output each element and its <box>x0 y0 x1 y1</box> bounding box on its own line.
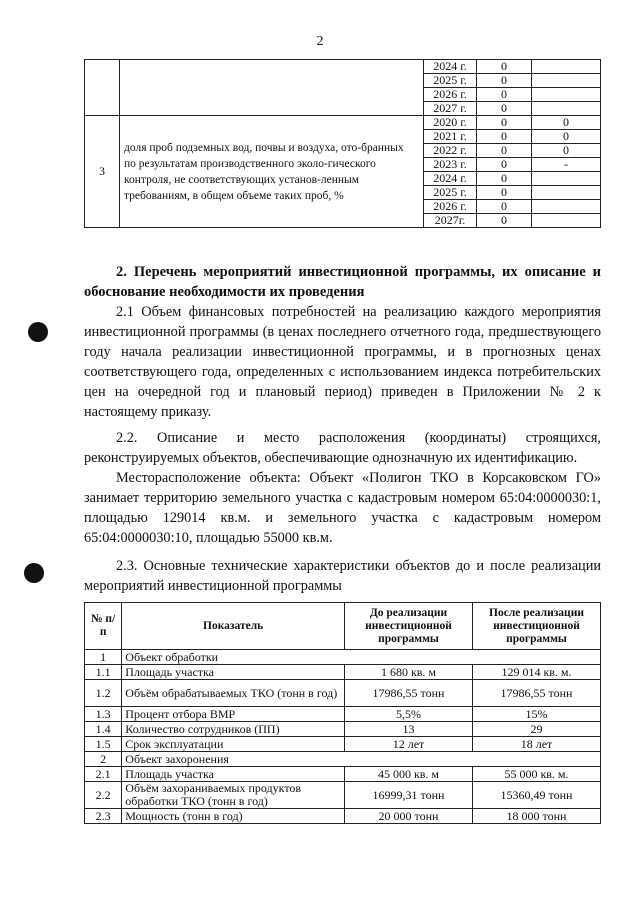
table-row <box>85 650 601 665</box>
row-num-cell: 1.2 <box>85 680 122 707</box>
row-name-cell: Объём обрабатываемых ТКО (тонн в год) <box>122 680 345 707</box>
year-cell: 2025 г. <box>424 186 477 200</box>
row-before-cell: 45 000 кв. м <box>345 767 473 782</box>
row-desc-cell <box>120 60 424 116</box>
row-before-cell: 16999,31 тонн <box>345 782 473 809</box>
header-indicator: Показатель <box>122 603 345 650</box>
extra-cell <box>532 88 601 102</box>
year-cell: 2027г. <box>424 214 477 228</box>
row-after-cell: 15360,49 тонн <box>472 782 600 809</box>
paragraph-2-3: 2.3. Основные технические характеристики объектов до и после реализации мероприятий инвестиционной программы <box>84 558 601 594</box>
value-cell: 0 <box>477 200 532 214</box>
row-num-cell: 1.5 <box>85 737 122 752</box>
row-name-cell: Мощность (тонн в год) <box>122 809 345 824</box>
value-cell: 0 <box>477 130 532 144</box>
row-name-cell: Площадь участка <box>122 767 345 782</box>
value-cell: 0 <box>477 144 532 158</box>
paragraph-location: Месторасположение объекта: Объект «Полигон ТКО в Корсаковском ГО» занимает территорию земельного участка с кадастровым номером 65:04:0000030:1, площадью 129014 кв.м. и земельного участка с кадастровым номером 65:04:0000030:10, площадью 55000 кв.м. <box>84 470 601 546</box>
extra-cell: - <box>532 158 601 172</box>
year-cell: 2024 г. <box>424 172 477 186</box>
table-row <box>85 809 601 824</box>
paragraph-2-1: 2.1 Объем финансовых потребностей на реализацию каждого мероприятия инвестиционной программы (в ценах последнего отчетного года, предшествующего году начала реализации инвестиционной программы, и в прогнозных ценах соответствующего года, определенных с использованием индекса потребительских цен на очередной год и плановый период) приведен в Приложении № 2 к настоящему приказу. <box>84 304 601 420</box>
row-num-cell: 1.4 <box>85 722 122 737</box>
table-row <box>85 782 601 809</box>
row-before-cell: 1 680 кв. м <box>345 665 473 680</box>
value-cell: 0 <box>477 116 532 130</box>
value-cell: 0 <box>477 186 532 200</box>
year-cell: 2025 г. <box>424 74 477 88</box>
section-2-heading: 2. Перечень мероприятий инвестиционной программы, их описание и обоснование необходимости их проведения <box>84 264 601 300</box>
row-name-cell: Площадь участка <box>122 665 345 680</box>
table-row <box>85 665 601 680</box>
table-row <box>85 752 601 767</box>
value-cell: 0 <box>477 214 532 228</box>
table-row <box>85 737 601 752</box>
row-after-cell: 18 лет <box>472 737 600 752</box>
table-row <box>85 60 601 74</box>
row-name-cell: Процент отбора ВМР <box>122 707 345 722</box>
year-cell: 2023 г. <box>424 158 477 172</box>
value-cell: 0 <box>477 102 532 116</box>
row-after-cell: 15% <box>472 707 600 722</box>
row-num-cell: 3 <box>85 116 120 228</box>
year-cell: 2026 г. <box>424 200 477 214</box>
extra-cell <box>532 74 601 88</box>
extra-cell <box>532 102 601 116</box>
row-num-cell: 2.3 <box>85 809 122 824</box>
extra-cell: 0 <box>532 130 601 144</box>
table-row <box>85 767 601 782</box>
extra-cell <box>532 214 601 228</box>
value-cell: 0 <box>477 172 532 186</box>
page-number: 2 <box>316 34 324 49</box>
row-num-cell <box>85 60 120 116</box>
header-after: После реализации инвестиционной программы <box>472 603 600 650</box>
row-before-cell: 5,5% <box>345 707 473 722</box>
row-num-cell: 1.1 <box>85 665 122 680</box>
extra-cell <box>532 60 601 74</box>
table-row <box>85 680 601 707</box>
table-row <box>85 707 601 722</box>
row-name-cell: Объект обработки <box>122 650 601 665</box>
row-after-cell: 29 <box>472 722 600 737</box>
indicators-table <box>84 59 601 228</box>
row-before-cell: 17986,55 тонн <box>345 680 473 707</box>
year-cell: 2027 г. <box>424 102 477 116</box>
header-num: № п/п <box>85 603 122 650</box>
row-num-cell: 1 <box>85 650 122 665</box>
extra-cell <box>532 200 601 214</box>
tech-characteristics-table <box>84 602 601 824</box>
row-num-cell: 2 <box>85 752 122 767</box>
year-cell: 2024 г. <box>424 60 477 74</box>
row-before-cell: 20 000 тонн <box>345 809 473 824</box>
year-cell: 2020 г. <box>424 116 477 130</box>
extra-cell <box>532 186 601 200</box>
table-row <box>85 116 601 130</box>
header-before: До реализации инвестиционной программы <box>345 603 473 650</box>
year-cell: 2021 г. <box>424 130 477 144</box>
value-cell: 0 <box>477 74 532 88</box>
table-row <box>85 722 601 737</box>
paragraph-2-2: 2.2. Описание и место расположения (координаты) строящихся, реконструируемых объектов, обеспечивающие однозначную их идентификацию. <box>84 430 601 466</box>
row-name-cell: Срок эксплуатации <box>122 737 345 752</box>
extra-cell: 0 <box>532 144 601 158</box>
extra-cell: 0 <box>532 116 601 130</box>
row-num-cell: 2.2 <box>85 782 122 809</box>
punch-hole-icon <box>24 563 44 583</box>
row-before-cell: 13 <box>345 722 473 737</box>
row-before-cell: 12 лет <box>345 737 473 752</box>
row-desc-cell: доля проб подземных вод, почвы и воздуха, ото-бранных по результатам производственного эколо-гического контроля, не соответствующих установ-ленным требованиям, в общем объеме таких проб, % <box>120 116 424 228</box>
year-cell: 2026 г. <box>424 88 477 102</box>
value-cell: 0 <box>477 158 532 172</box>
punch-hole-icon <box>28 322 48 342</box>
row-num-cell: 1.3 <box>85 707 122 722</box>
extra-cell <box>532 172 601 186</box>
value-cell: 0 <box>477 88 532 102</box>
year-cell: 2022 г. <box>424 144 477 158</box>
row-after-cell: 18 000 тонн <box>472 809 600 824</box>
row-name-cell: Объект захоронения <box>122 752 601 767</box>
row-after-cell: 129 014 кв. м. <box>472 665 600 680</box>
value-cell: 0 <box>477 60 532 74</box>
row-name-cell: Количество сотрудников (ПП) <box>122 722 345 737</box>
row-name-cell: Объём захораниваемых продуктов обработки ТКО (тонн в год) <box>122 782 345 809</box>
row-num-cell: 2.1 <box>85 767 122 782</box>
row-after-cell: 17986,55 тонн <box>472 680 600 707</box>
row-after-cell: 55 000 кв. м. <box>472 767 600 782</box>
